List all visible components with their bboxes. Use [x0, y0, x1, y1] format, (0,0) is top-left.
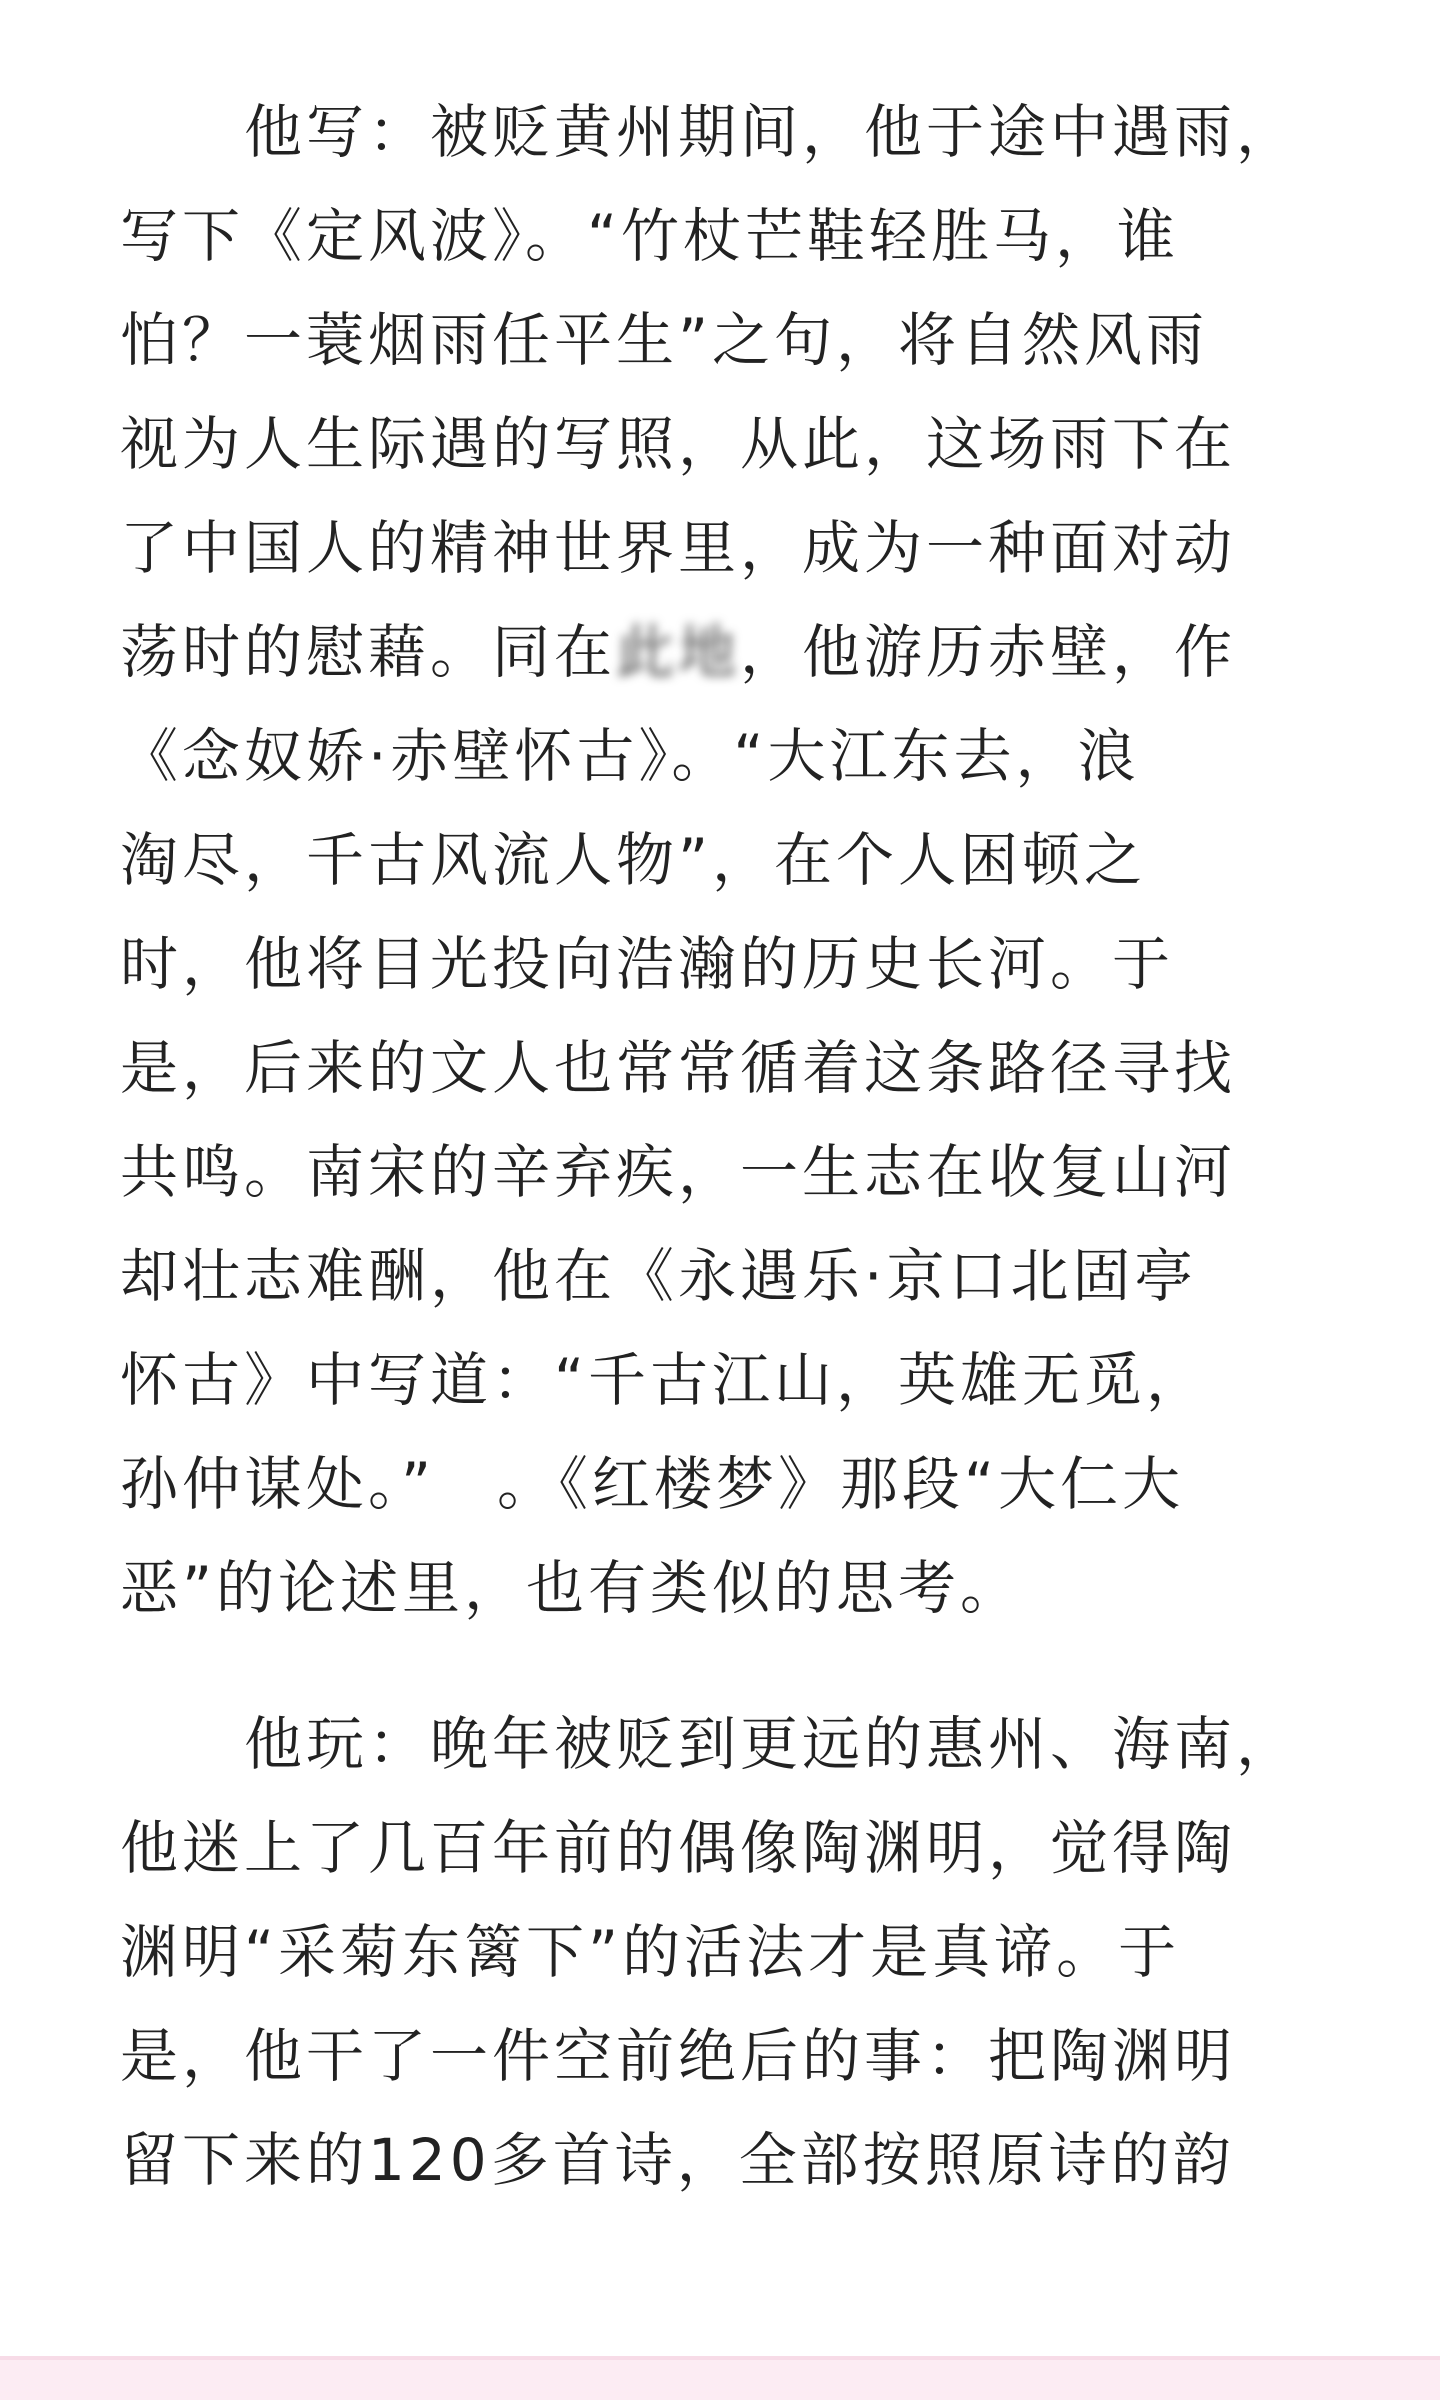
paragraph-1 — [120, 80, 1340, 1640]
text-line: 是，他干了一件空前绝后的事：把陶渊明 — [120, 2022, 1237, 2090]
text-line: 时，他将目光投向浩瀚的历史长河。于 — [120, 930, 1175, 998]
text-line: 渊明“采菊东篱下”的活法才是真谛。于 — [120, 1918, 1181, 1986]
text-line: 留下来的120多首诗，全部按照原诗的韵 — [120, 2126, 1235, 2194]
text-line: 写下《定风波》。“竹杖芒鞋轻胜马，谁 — [120, 202, 1180, 270]
paragraph-2 — [120, 1692, 1340, 2212]
text-line: 怀古》中写道：“千古江山，英雄无觅， — [120, 1346, 1209, 1414]
text-segment: ，他游历赤壁，作 — [740, 618, 1237, 686]
text-line: 他写：被贬黄州期间，他于途中遇雨， — [120, 98, 1299, 166]
blurred-word: 此地 — [616, 618, 741, 686]
paragraph-gap — [120, 1640, 1340, 1692]
bottom-band — [0, 2360, 1440, 2400]
text-line: 却壮志难酬，他在《永遇乐·京口北固亭 — [120, 1242, 1197, 1310]
article-body — [120, 80, 1340, 2212]
text-line: 《念奴娇·赤壁怀古》。“大江东去，浪 — [120, 722, 1140, 790]
text-line: 他迷上了几百年前的偶像陶渊明，觉得陶 — [120, 1814, 1237, 1882]
text-line: 是，后来的文人也常常循着这条路径寻找 — [120, 1034, 1237, 1102]
text-line: 恶”的论述里，也有类似的思考。 — [120, 1554, 1023, 1622]
text-line: 视为人生际遇的写照，从此，这场雨下在 — [120, 410, 1237, 478]
text-line: 怕？一蓑烟雨任平生”之句，将自然风雨 — [120, 306, 1209, 374]
text-line: 他玩：晚年被贬到更远的惠州、海南， — [120, 1710, 1299, 1778]
text-line: 淘尽，千古风流人物”，在个人困顿之 — [120, 826, 1147, 894]
text-segment: 荡时的慰藉。同在 — [120, 618, 617, 686]
text-line: 共鸣。南宋的辛弃疾，一生志在收复山河 — [120, 1138, 1237, 1206]
text-line: 了中国人的精神世界里，成为一种面对动 — [120, 514, 1237, 582]
text-line-with-blur — [120, 600, 1340, 704]
text-line: 孙仲谋处。” 。《红楼梦》那段“大仁大 — [120, 1450, 1185, 1518]
